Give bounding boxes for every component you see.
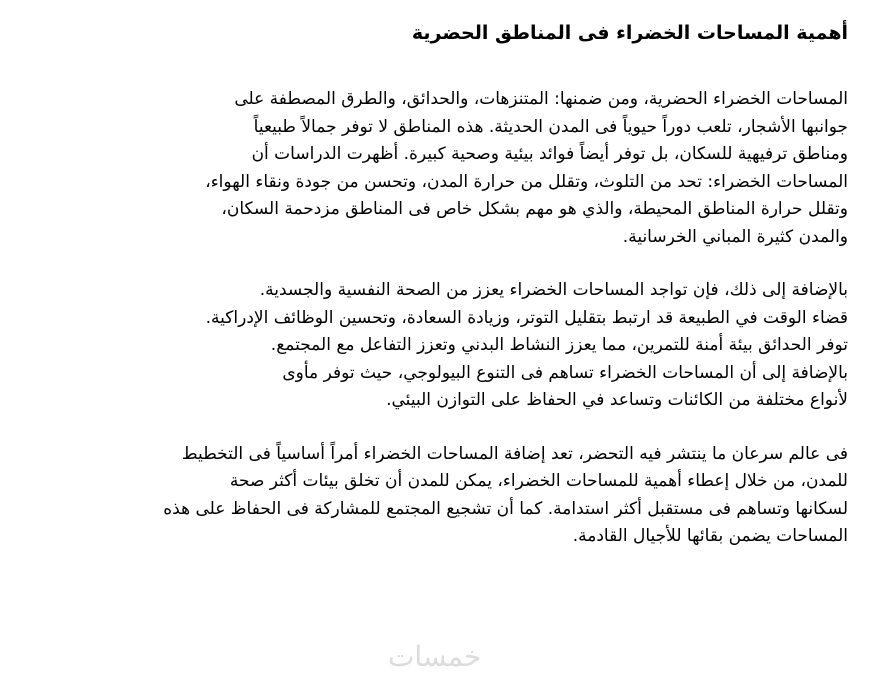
document-body	[58, 18, 848, 577]
text-line: المساحات الخضراء الحضرية، ومن ضمنها: المتنزهات، والحدائق، والطرق المصطفة على	[234, 89, 848, 109]
text-line: ومناطق ترفيهية للسكان، بل توفر أيضاً فوائد بيئية وصحية كبيرة. أظهرت الدراسات أن	[251, 144, 848, 164]
text-line: بالإضافة إلى ذلك، فإن تواجد المساحات الخضراء يعزز من الصحة النفسية والجسدية.	[259, 280, 848, 300]
text-line: المساحات يضمن بقائها للأجيال القادمة.	[572, 526, 848, 546]
text-line: لسكانها وتساهم فى مستقبل أكثر استدامة. كما أن تشجيع المجتمع للمشاركة فى الحفاظ على هذه	[163, 498, 848, 519]
text-line: جوانبها الأشجار، تلعب دوراً حيوياً فى المدن الحديثة. هذه المناطق لا توفر جمالاً طبيعياً	[253, 116, 848, 137]
paragraph-health-benefits	[58, 277, 848, 415]
paragraph-urban-green-spaces	[58, 86, 848, 251]
text-line: فى عالم سرعان ما ينتشر فيه التحضر، تعد إضافة المساحات الخضراء أمراً أساسياً فى التخطيط	[181, 443, 848, 464]
paragraph-conclusion	[58, 441, 848, 551]
text-line: وتقلل حرارة المناطق المحيطة، والذي هو مهم بشكل خاص فى المناطق مزدحمة السكان،	[221, 199, 848, 219]
text-line: توفر الحدائق بيئة أمنة للتمرين، مما يعزز النشاط البدني وتعزز التفاعل مع المجتمع.	[270, 335, 848, 355]
text-line: لأنواع مختلفة من الكائنات وتساعد في الحفاظ على التوازن البيئي.	[386, 390, 848, 410]
watermark-logo: خمسات	[388, 640, 482, 673]
text-line: بالإضافة إلى أن المساحات الخضراء تساهم فى التنوع البيولوجي، حيث توفر مأوى	[282, 362, 848, 383]
text-line: والمدن كثيرة المباني الخرسانية.	[622, 226, 848, 247]
text-line: المساحات الخضراء: تحد من التلوث، وتقلل من حرارة المدن، وتحسن من جودة ونقاء الهواء،	[205, 171, 848, 192]
page-title: أهمية المساحات الخضراء فى المناطق الحضرية	[411, 22, 848, 44]
text-line: للمدن، من خلال إعطاء أهمية للمساحات الخضراء، يمكن للمدن أن تخلق بيئات أكثر صحة	[229, 471, 848, 491]
text-line: قضاء الوقت في الطبيعة قد ارتبط بتقليل التوتر، وزيادة السعادة، وتحسين الوظائف الإدراكية.	[205, 307, 848, 328]
